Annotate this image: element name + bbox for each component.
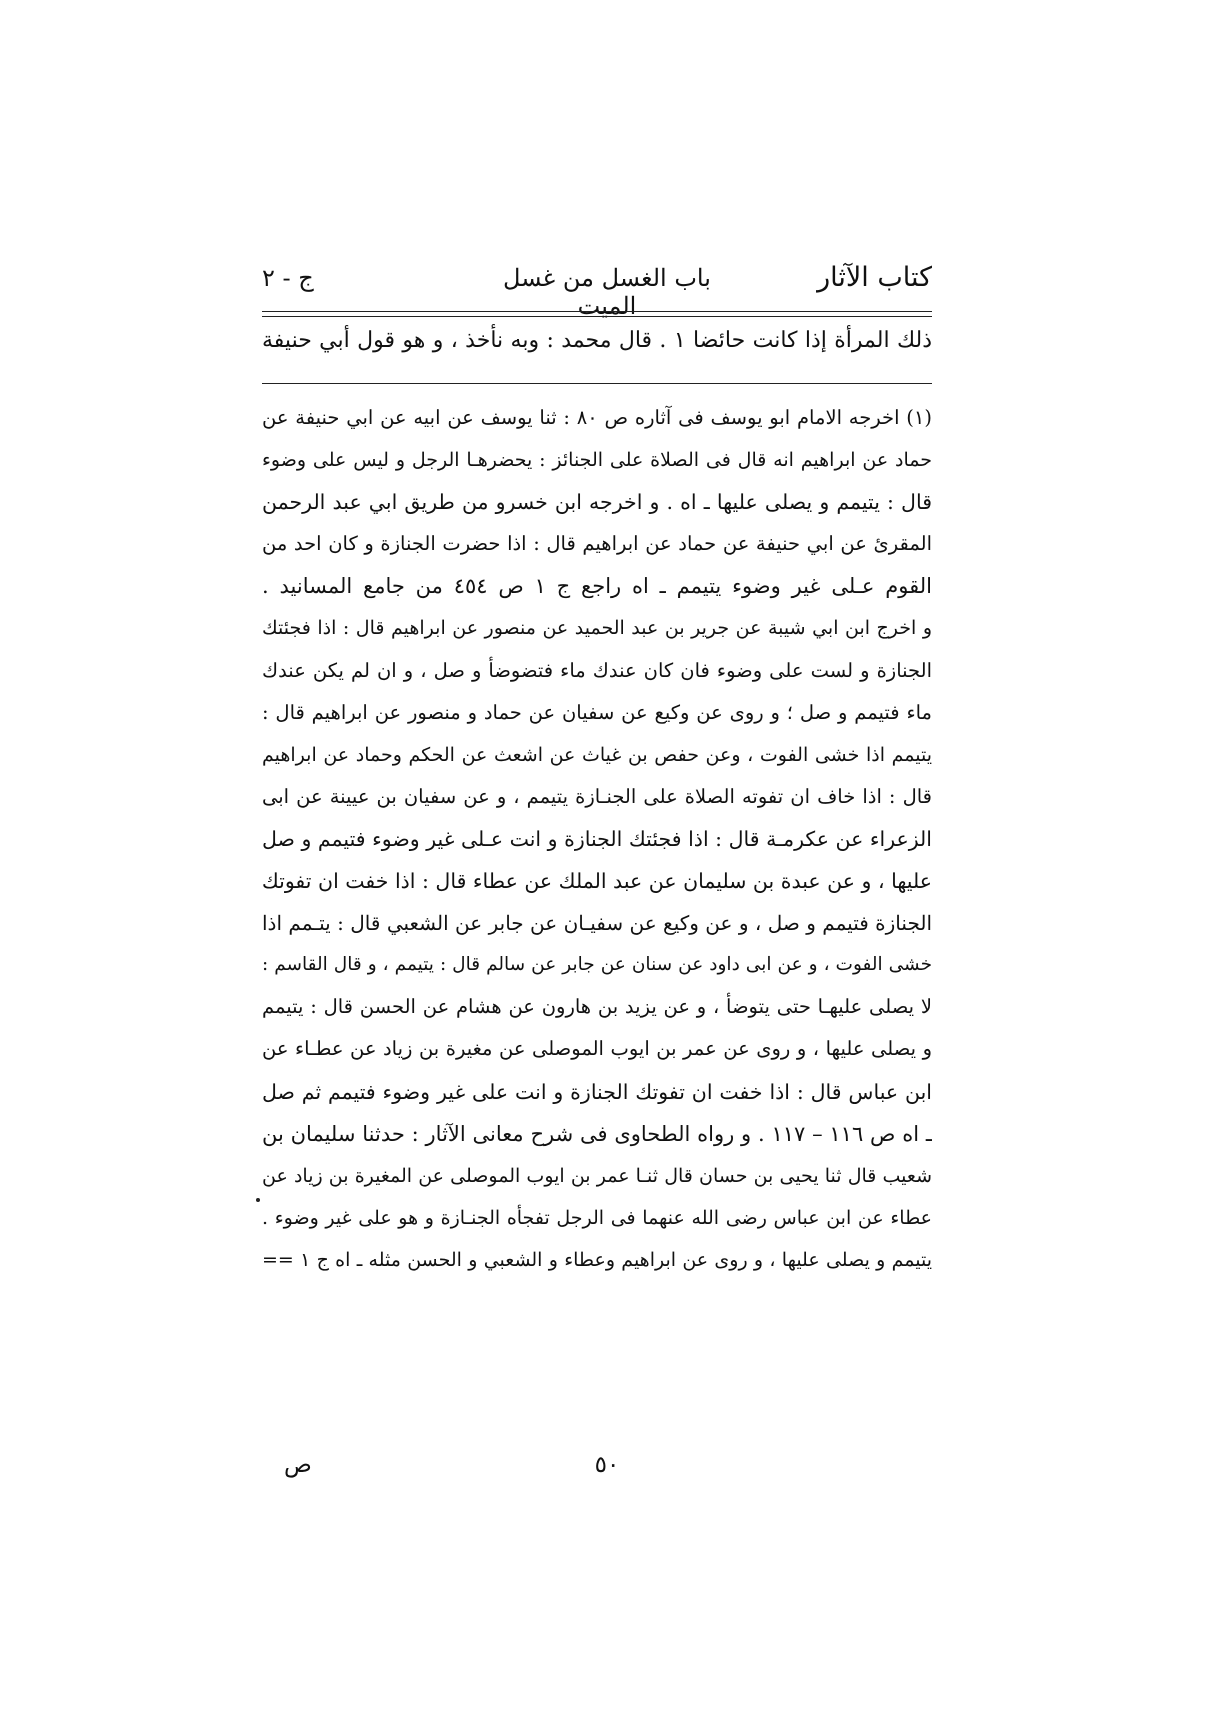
footnotes — [262, 397, 932, 1281]
footnote-line: قال : اذا خاف ان تفوته الصلاة على الجنـازة يتيمم ، و عن سفيان بن عيينة عن ابى — [262, 784, 932, 808]
footnote-line: عليها ، و عن عبدة بن سليمان عن عبد الملك عن عطاء قال : اذا خفت ان تفوتك — [262, 869, 932, 894]
footnote-line: القوم عـلى غير وضوء يتيمم ـ اه راجع ج ١ ص ٤٥٤ من جامع المسانيد . — [262, 574, 932, 599]
footnote-line: (١) اخرجه الامام ابو يوسف فى آثاره ص ٨٠ : ثنا يوسف عن ابيه عن ابي حنيفة عن — [262, 406, 932, 429]
footnote-line: المقرئ عن ابي حنيفة عن حماد عن ابراهيم قال : اذا حضرت الجنازة و كان احد من — [262, 532, 932, 556]
catchword: ص — [284, 1452, 312, 1478]
main-text: ذلك المرأة إذا كانت حائضا ١ . قال محمد : وبه نأخذ ، و هو قول أبي حنيفة — [262, 328, 932, 353]
footnote-line: يتيمم و يصلى عليها ، و روى عن ابراهيم وعطاء و الشعبي و الحسن مثله ـ اه ج ١ == — [262, 1248, 932, 1271]
footnote-line: شعيب قال ثنا يحيى بن حسان قال ثنـا عمر بن ايوب الموصلى عن المغيرة بن زياد عن — [262, 1164, 932, 1187]
volume-number: ج - ٢ — [262, 264, 314, 292]
chapter-title: باب الغسل من غسل الميت — [503, 264, 711, 320]
footnote-line: ابن عباس قال : اذا خفت ان تفوتك الجنازة و انت على غير وضوء فتيمم ثم صل — [262, 1079, 932, 1104]
page-number: ٥٠ — [594, 1452, 620, 1478]
page-footer — [262, 1452, 932, 1492]
footnote-line: خشى الفوت ، و عن ابى داود عن سنان عن جابر عن سالم قال : يتيمم ، و قال القاسم : — [262, 954, 932, 976]
footnote-line: الجنازة فتيمم و صل ، و عن وكيع عن سفيـان عن جابر عن الشعبي قال : يتـمم اذا — [262, 911, 932, 936]
header-rule-inner — [262, 316, 932, 317]
footnote-line: الجنازة و لست على وضوء فان كان عندك ماء فتضوضأ و صل ، و ان لم يكن عندك — [262, 658, 932, 682]
footnote-line: و اخرج ابن ابي شيبة عن جرير بن عبد الحميد عن منصور عن ابراهيم قال : اذا فجئتك — [262, 617, 932, 640]
footnote-line: لا يصلى عليهـا حتى يتوضأ ، و عن يزيد بن هارون عن هشام عن الحسن قال : يتيمم — [262, 995, 932, 1019]
footnote-line: الزعراء عن عكرمـة قال : اذا فجئتك الجنازة و انت عـلى غير وضوء فتيمم و صل — [262, 826, 932, 851]
running-header — [262, 262, 932, 320]
footnote-separator — [262, 383, 932, 384]
footnote-line: و يصلى عليها ، و روى عن عمر بن ايوب الموصلى عن مغيرة بن زياد عن عطـاء عن — [262, 1037, 932, 1061]
footnote-line: قال : يتيمم و يصلى عليها ـ اه . و اخرجه ابن خسرو من طريق ابي عبد الرحمن — [262, 490, 932, 515]
margin-dot — [256, 1198, 260, 1202]
footnote-line: حماد عن ابراهيم انه قال فى الصلاة على الجنائز : يحضرهـا الرجل و ليس على وضوء — [262, 449, 932, 472]
footnote-line: ماء فتيمم و صل ؛ و روى عن وكيع عن سفيان عن حماد و منصور عن ابراهيم قال : — [262, 700, 932, 724]
footnote-line: عطاء عن ابن عباس رضى الله عنهما فى الرجل تفجأه الجنـازة و هو على غير وضوء . — [262, 1206, 932, 1229]
header-rule — [262, 311, 932, 312]
footnote-line: يتيمم اذا خشى الفوت ، وعن حفص بن غياث عن اشعث عن الحكم وحماد عن ابراهيم — [262, 743, 932, 766]
footnote-line: ـ اه ص ١١٦ – ١١٧ . و رواه الطحاوى فى شرح معانى الآثار : حدثنا سليمان بن — [262, 1121, 932, 1146]
book-title: كتاب الآثار — [817, 262, 932, 293]
